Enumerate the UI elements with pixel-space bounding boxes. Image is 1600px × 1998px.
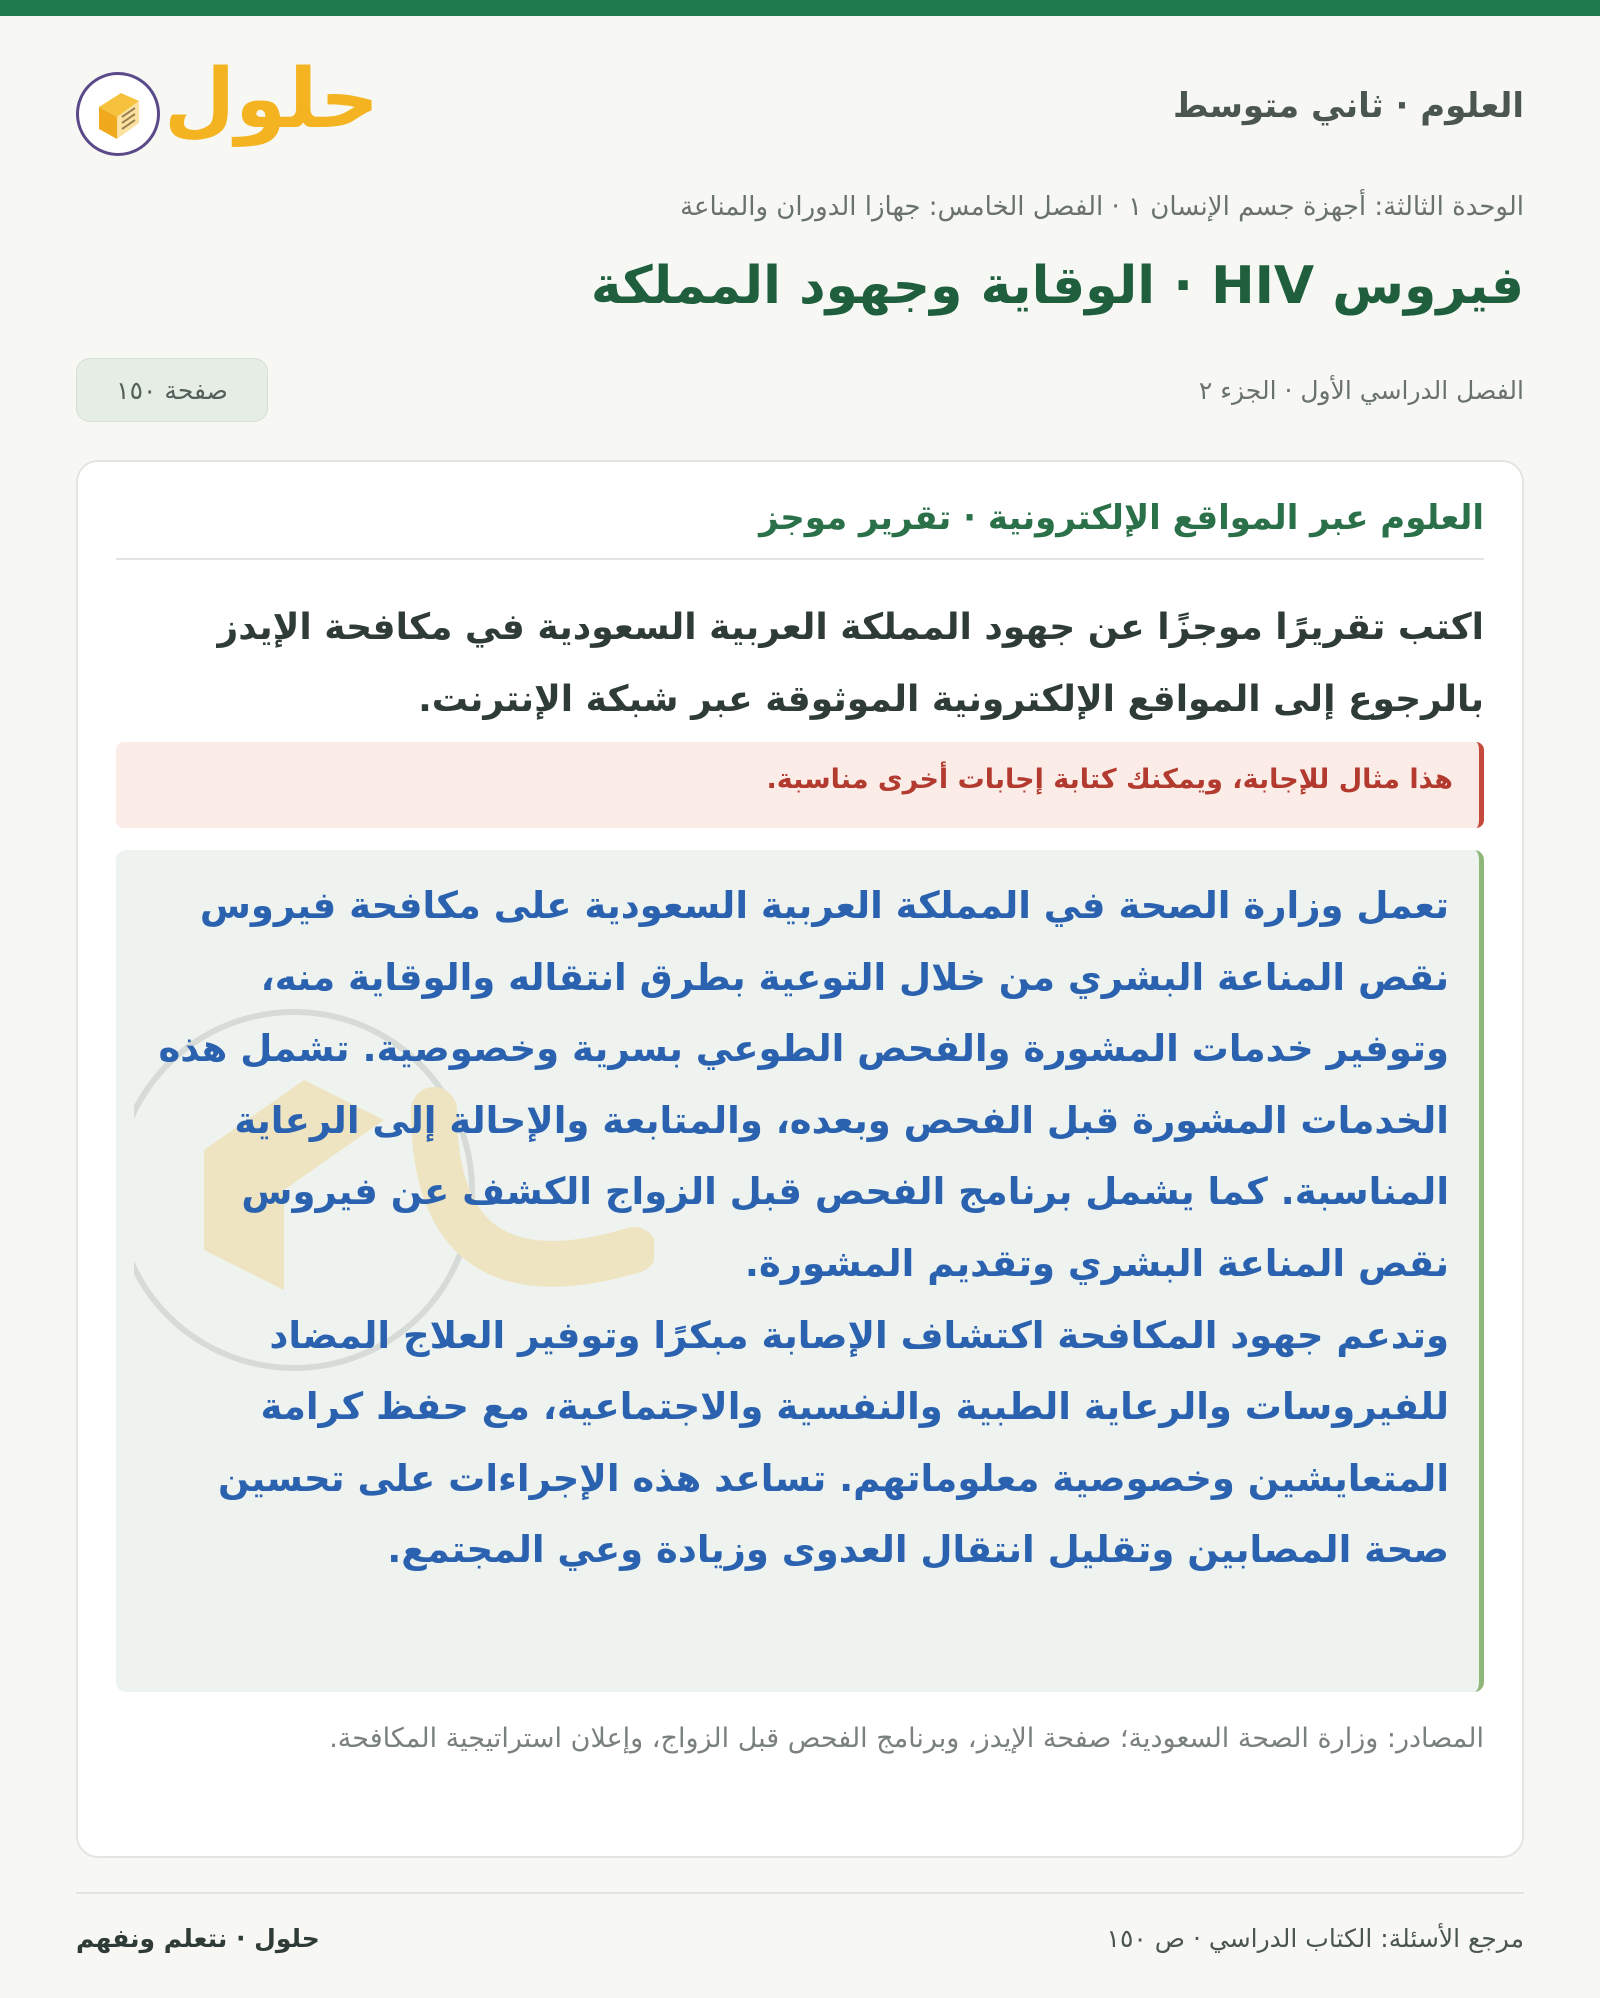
footer-brand: حلول · نتعلم ونفهم [76, 1924, 320, 1953]
page-title: فيروس HIV · الوقاية وجهود المملكة [590, 256, 1524, 316]
answer-note: هذا مثال للإجابة، ويمكنك كتابة إجابات أخرى مناسبة. [116, 742, 1484, 828]
page-number-badge: صفحة ١٥٠ [76, 358, 268, 422]
card-title: العلوم عبر المواقع الإلكترونية · تقرير موجز [759, 498, 1484, 538]
hulul-logo[interactable] [76, 52, 380, 164]
logo-wordmark: حلول [164, 52, 380, 147]
answer-paragraph-1: تعمل وزارة الصحة في المملكة العربية السعودية على مكافحة فيروس نقص المناعة البشري من خلال التوعية بطرق انتقاله والوقاية منه، وتوفير خدمات المشورة والفحص الطوعي بسرية وخصوصية. تشمل هذه الخدمات المشورة قبل الفحص وبعده، والمتابعة والإحالة إلى الرعاية المناسبة. كما يشمل برنامج الفحص قبل الزواج الكشف عن فيروس نقص المناعة البشري وتقديم المشورة. [158, 884, 1449, 1285]
answer-paragraph-2: وتدعم جهود المكافحة اكتشاف الإصابة مبكرًا وتوفير العلاج المضاد للفيروسات والرعاية الطبية والنفسية والاجتماعية، مع حفظ كرامة المتعايشين وخصوصية معلوماتهم. تساعد هذه الإجراءات على تحسين صحة المصابين وتقليل انتقال العدوى وزيادة وعي المجتمع. [217, 1313, 1449, 1572]
term-meta: الفصل الدراسي الأول · الجزء ٢ [1198, 376, 1524, 405]
top-accent-bar [0, 0, 1600, 16]
book-icon [76, 72, 160, 156]
subject-label: العلوم · ثاني متوسط [1173, 86, 1524, 126]
answer-box [116, 850, 1484, 1692]
breadcrumb: الوحدة الثالثة: أجهزة جسم الإنسان ١ · الفصل الخامس: جهازا الدوران والمناعة [680, 192, 1524, 222]
sources-text: المصادر: وزارة الصحة السعودية؛ صفحة الإيدز، وبرنامج الفحص قبل الزواج، وإعلان استراتيجية المكافحة. [329, 1723, 1484, 1754]
footer-divider [76, 1892, 1524, 1894]
footer-reference: مرجع الأسئلة: الكتاب الدراسي · ص ١٥٠ [1106, 1924, 1524, 1953]
page-header [76, 52, 1524, 164]
question-text: اكتب تقريرًا موجزًا عن جهود المملكة العربية السعودية في مكافحة الإيدز بالرجوع إلى المواقع الإلكترونية الموثوقة عبر شبكة الإنترنت. [217, 607, 1484, 720]
question-card [76, 460, 1524, 1858]
card-divider [116, 558, 1484, 560]
